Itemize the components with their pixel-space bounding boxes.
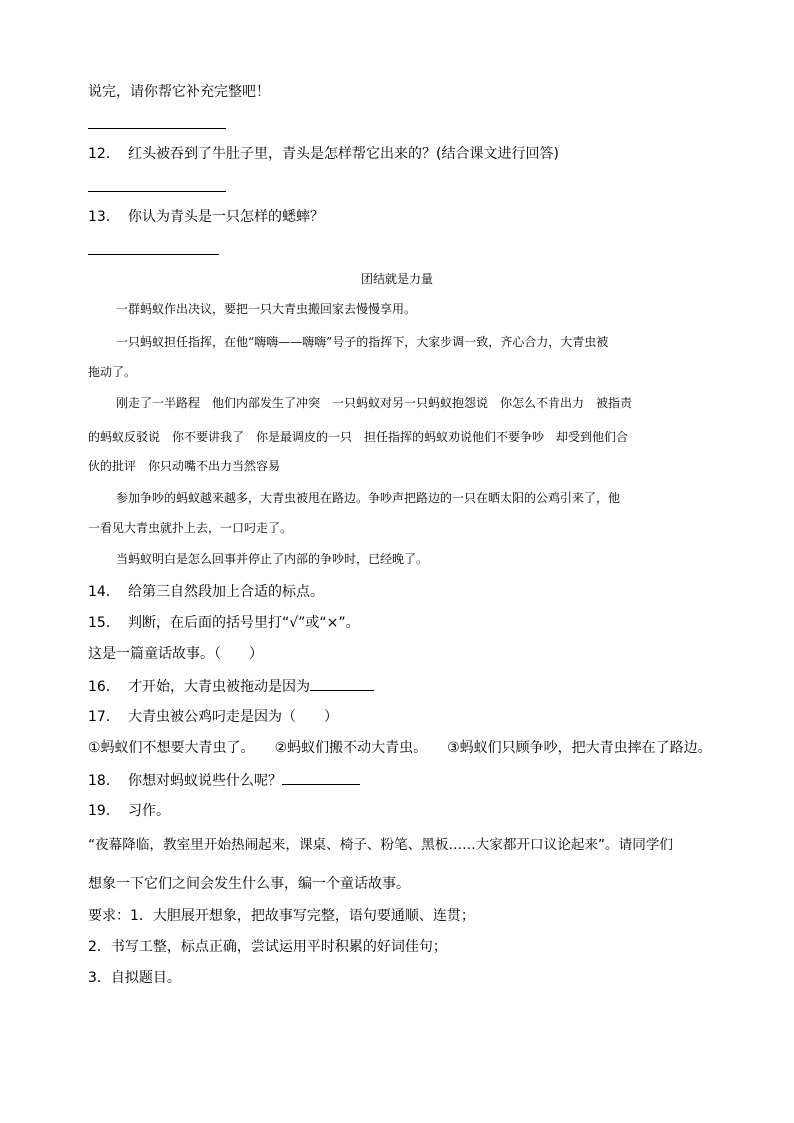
answer-blank-16[interactable] (310, 676, 374, 691)
question-number: 17． (88, 709, 120, 725)
question-number: 12． (88, 146, 120, 162)
story-paragraph-2-line-2: 拖动了。 (88, 365, 137, 379)
question-number: 18． (88, 773, 120, 789)
story-paragraph-3-line-3: 伙的批评 你只动嘴不出力当然容易 (88, 459, 281, 473)
essay-requirement-3: 3．自拟题目。 (88, 970, 181, 986)
essay-requirement-2: 2．书写工整，标点正确，尝试运用平时积累的好词佳句； (88, 939, 447, 955)
story-paragraph-4-line-2: 一看见大青虫就扑上去，一口叼走了。 (88, 521, 293, 535)
story-paragraph-3-line-2: 的蚂蚁反驳说 你不要讲我了 你是最调皮的一只 担任指挥的蚂蚁劝说他们不要争吵 却受到他们合 (88, 430, 629, 444)
question-12 (88, 144, 559, 164)
story-paragraph-1: 一群蚂蚁作出决议，要把一只大青虫搬回家去慢慢享用。 (116, 302, 417, 316)
question-number: 14． (88, 584, 120, 600)
question-text: 给第三自然段加上合适的标点。 (128, 584, 324, 600)
question-number: 19． (88, 803, 120, 819)
answer-line-13 (88, 254, 219, 255)
question-number: 16． (88, 679, 120, 695)
question-number: 15． (88, 615, 120, 631)
question-text: 大青虫被公鸡叼走是因为（ ） (128, 709, 338, 725)
question-text: 红头被吞到了牛肚子里，青头是怎样帮它出来的？(结合课文进行回答) (128, 146, 559, 162)
question-17 (88, 707, 338, 727)
question-19 (88, 801, 170, 821)
story-paragraph-3-line-1: 刚走了一半路程 他们内部发生了冲突 一只蚂蚁对另一只蚂蚁抱怨说 你怎么不肯出力 被指责 (116, 396, 633, 410)
question-17-options (88, 738, 712, 758)
answer-line-11 (88, 128, 226, 129)
question-text: 你想对蚂蚁说些什么呢？ (128, 773, 282, 789)
question-18 (88, 770, 360, 791)
question-text: 习作。 (128, 803, 170, 819)
question-15 (88, 613, 360, 633)
option-3[interactable]: ③蚂蚁们只顾争吵，把大青虫摔在了路边。 (447, 740, 712, 756)
question-14 (88, 582, 324, 602)
question-text: 判断，在后面的括号里打“√”或“×”。 (128, 615, 360, 631)
story-paragraph-5: 当蚂蚁明白是怎么回事并停止了内部的争吵时，已经晚了。 (116, 552, 429, 566)
story-paragraph-4-line-1: 参加争吵的蚂蚁越来越多，大青虫被甩在路边。争吵声把路边的一只在晒太阳的公鸡引来了，他 (116, 491, 621, 505)
story-title: 团结就是力量 (360, 272, 433, 286)
story-paragraph-2-line-1: 一只蚂蚁担任指挥，在他“嗨嗨——嗨嗨”号子的指挥下，大家步调一致，齐心合力，大青虫被 (116, 335, 609, 349)
question-text: 你认为青头是一只怎样的蟋蟀？ (128, 209, 324, 225)
question-13 (88, 207, 324, 227)
question-text: 才开始，大青虫被拖动是因为 (128, 679, 310, 695)
essay-prompt-line-1: “夜幕降临，教室里开始热闹起来，课桌、椅子、粉笔、黑板……大家都开口议论起来”。请同学们 (88, 837, 674, 853)
question-number: 13． (88, 209, 120, 225)
answer-line-12 (88, 191, 226, 192)
option-2[interactable]: ②蚂蚁们搬不动大青虫。 (274, 740, 428, 756)
question-16 (88, 676, 374, 697)
intro-text: 说完，请你帮它补充完整吧！ (88, 84, 270, 100)
answer-blank-18[interactable] (282, 770, 360, 785)
essay-requirement-1: 要求：1．大胆展开想象，把故事写完整，语句要通顺、连贯； (88, 908, 475, 924)
question-15-statement: 这是一篇童话故事。（ ） (88, 646, 263, 662)
essay-prompt-line-2: 想象一下它们之间会发生什么事，编一个童话故事。 (88, 876, 410, 892)
option-1[interactable]: ①蚂蚁们不想要大青虫了。 (88, 740, 255, 756)
